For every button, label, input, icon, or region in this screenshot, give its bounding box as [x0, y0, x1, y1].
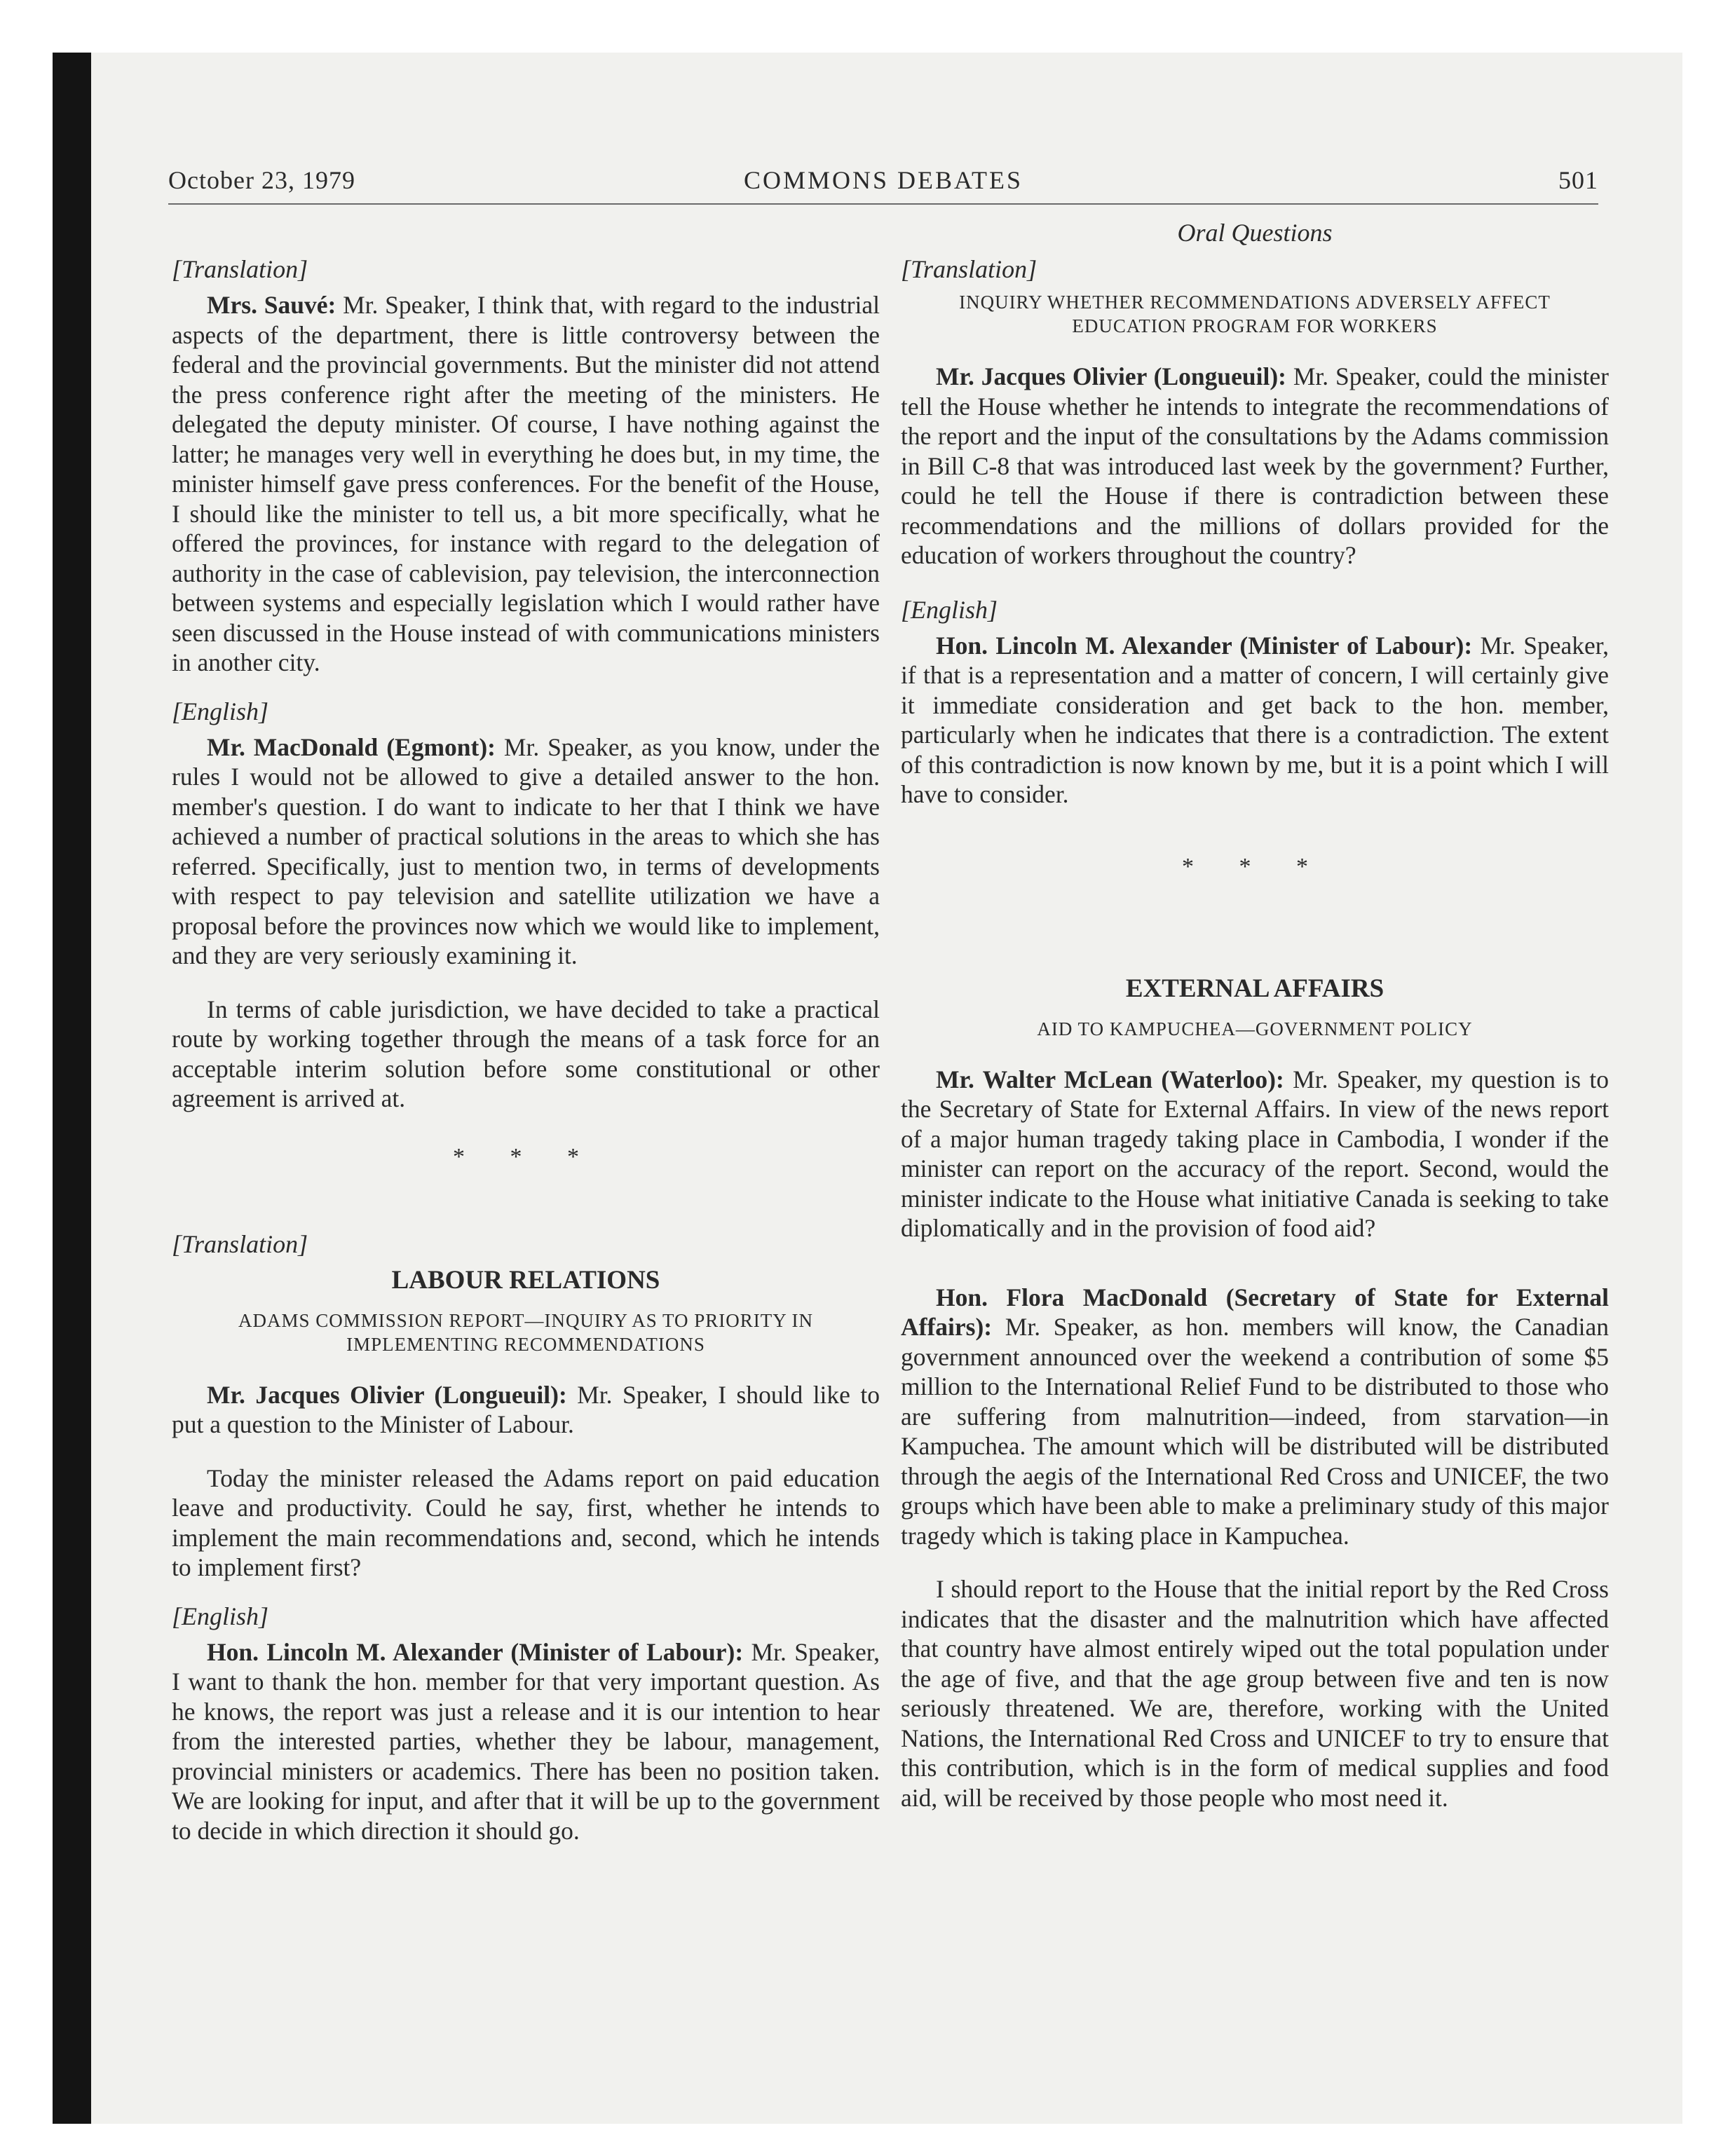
paragraph: [901, 362, 1609, 571]
section-separator: * * *: [453, 1143, 599, 1170]
right-column: [901, 217, 1609, 1831]
paragraph: [172, 290, 880, 678]
paragraph-text: Mr. Speaker, my question is to the Secretary of State for External Affairs. In view of the news report of a major human tragedy taking place in Cambodia, I wonder if the minister can report on the accuracy of the report. Second, would the minister indicate to the House what initiative Canada is seeking to take diplomatically and in the provision of food aid?: [901, 1065, 1610, 1242]
paragraph: [172, 1380, 880, 1440]
speaker-name: Hon. Flora MacDonald (Secretary of State for External Affairs):: [901, 1283, 1609, 1341]
header-title: COMMONS DEBATES: [743, 166, 1023, 194]
paragraph: [901, 631, 1609, 810]
paragraph: I should report to the House that the initial report by the Red Cross indicates that the disaster and the malnutrition which have affected that country have almost entirely wiped out the total population under the age of five, and that the age group between five and ten is now seriously threatened. We are, therefore, working with the United Nations, the International Red Cross and UNICEF to try to ensure that this contribution, which is in the form of medical supplies and food aid, will be received by those people who most need it.: [901, 1575, 1609, 1812]
paragraph: In terms of cable jurisdiction, we have decided to take a practical route by working together through the means of a task force for an acceptable interim solution before some constitutional or other agreement is arrived at.: [172, 995, 880, 1112]
speaker-name: Mr. Walter McLean (Waterloo):: [936, 1065, 1284, 1093]
left-column: [172, 217, 880, 1864]
column-subheading: Oral Questions: [1177, 219, 1333, 247]
subject-heading: AID TO KAMPUCHEA—GOVERNMENT POLICY: [1037, 1018, 1473, 1039]
language-tag: [English]: [172, 1602, 269, 1630]
section-separator: * * *: [1182, 853, 1328, 880]
header-date: October 23, 1979: [168, 166, 355, 194]
speaker-name: Mr. MacDonald (Egmont):: [207, 732, 496, 761]
language-tag: [Translation]: [172, 1229, 308, 1258]
paragraph-text: Mr. Speaker, I should like to put a question to the Minister of Labour.: [172, 1380, 880, 1438]
speaker-name: Mr. Jacques Olivier (Longueuil):: [936, 362, 1286, 390]
speaker-name: Hon. Lincoln M. Alexander (Minister of Labour):: [936, 631, 1473, 660]
running-header: [168, 161, 1598, 205]
language-tag: [English]: [172, 697, 269, 725]
paragraph-text: Mr. Speaker, I want to thank the hon. member for that very important question. As he knows, the report was just a release and it is our intention to hear from the interested parties, whether they be labour, management, provincial ministers or academics. There has been no position taken. We are looking for input, and after that it will be up to the government to decide in which direction it should go.: [172, 1637, 880, 1845]
speaker-name: Mrs. Sauvé:: [207, 291, 336, 319]
language-tag: [Translation]: [172, 255, 308, 283]
paragraph: [172, 732, 880, 971]
paragraph: [172, 1637, 880, 1846]
language-tag: [English]: [901, 595, 998, 624]
paragraph-text: Mr. Speaker, I think that, with regard to the industrial aspects of the department, there is little controversy between the federal and the provincial governments. But the minister did not attend the press conference right after the meeting of the ministers. He delegated the deputy minister. Of course, I have nothing against the latter; he manages very well in everything he does but, in my time, the minister himself gave press conferences. For the benefit of the House, I should like the minister to tell us, a bit more specifically, what he offered the provinces, for instance with regard to the delegation of authority in the case of cablevision, pay television, the interconnection between systems and especially legislation which I would rather have seen discussed in the House instead of with communications ministers in another city.: [172, 291, 880, 676]
paragraph-text: Mr. Speaker, if that is a representation and a matter of concern, I will certainly give it immediate consideration and get back to the hon. member, particularly when he indicates that there is a contradiction. The extent of this contradiction is now known by me, but it is a point which I will have to consider.: [901, 631, 1609, 808]
paragraph-text: Mr. Speaker, as hon. members will know, the Canadian government announced over the weekend a contribution of some $5 million to the International Relief Fund to be distributed to those who are suffering from malnutrition—indeed, from starvation—in Kampuchea. The amount which will be distributed will be distributed through the aegis of the International Red Cross and UNICEF, the two groups which have been able to make a preliminary study of this major tragedy which is taking place in Kampuchea.: [901, 1313, 1609, 1550]
paragraph-text: Mr. Speaker, as you know, under the rules I would not be allowed to give a detailed answer to the hon. member's question. I do want to indicate to her that I think we have achieved a number of practical solutions in the areas to which she has referred. Specifically, just to mention two, in terms of developments with respect to pay television and satellite utilization we have a proposal before the provinces now which we would like to implement, and they are very seriously examining it.: [172, 732, 880, 969]
scan-edge: [53, 53, 91, 2124]
section-heading: LABOUR RELATIONS: [391, 1265, 660, 1295]
page-number: 501: [1558, 166, 1598, 194]
speaker-name: Hon. Lincoln M. Alexander (Minister of Labour):: [207, 1637, 744, 1666]
paragraph: [901, 1065, 1609, 1243]
section-heading: EXTERNAL AFFAIRS: [1125, 974, 1384, 1003]
subject-heading: INQUIRY WHETHER RECOMMENDATIONS ADVERSELY AFFECT EDUCATION PROGRAM FOR WORKERS: [959, 292, 1551, 336]
paragraph-text: Mr. Speaker, could the minister tell the House whether he intends to integrate the recommendations of the report and the input of the consultations by the Adams commission in Bill C-8 that was introduced last week by the government? Further, could he tell the House if there is contradiction between these recommendations and the millions of dollars provided for the education of workers throughout the country?: [901, 362, 1609, 569]
language-tag: [Translation]: [901, 255, 1037, 283]
paragraph: Today the minister released the Adams report on paid education leave and productivity. Could he say, first, whether he intends to implement the main recommendations and, second, which he intends to implement first?: [172, 1464, 880, 1581]
paragraph: [901, 1283, 1609, 1551]
subject-heading: ADAMS COMMISSION REPORT—INQUIRY AS TO PRIORITY IN IMPLEMENTING RECOMMENDATIONS: [238, 1309, 813, 1355]
speaker-name: Mr. Jacques Olivier (Longueuil):: [207, 1380, 567, 1409]
